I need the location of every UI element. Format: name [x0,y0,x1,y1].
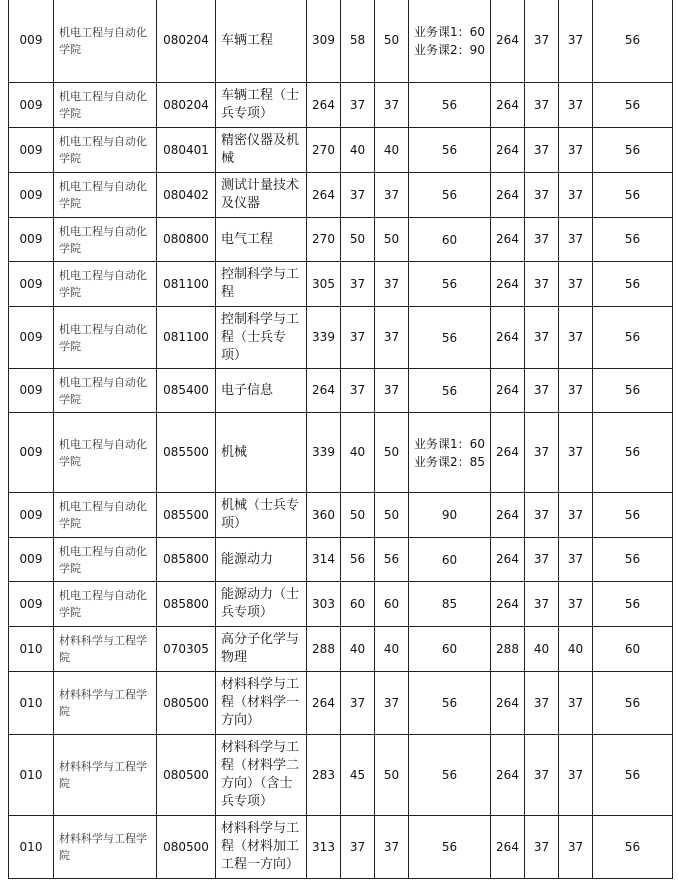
total-score-cell: 264 [307,173,341,218]
foreign-language-score-cell: 50 [375,493,409,538]
foreign-language-score-cell: 37 [375,369,409,413]
special-politics-cell: 37 [525,493,559,538]
total-score-cell: 303 [307,582,341,627]
foreign-language-score-cell: 37 [375,83,409,128]
dept-code-cell: 010 [9,672,54,735]
special-language-cell: 37 [559,538,593,582]
special-business-cell: 56 [593,0,673,83]
table-row [9,735,673,816]
total-score-cell: 288 [307,627,341,672]
special-politics-cell: 37 [525,413,559,493]
special-business-cell: 56 [593,816,673,879]
major-name-cell: 高分子化学与物理 [216,627,307,672]
special-total-cell: 264 [491,816,525,879]
foreign-language-score-cell: 50 [375,218,409,262]
special-politics-cell: 37 [525,83,559,128]
major-code-cell: 080401 [157,128,216,173]
total-score-cell: 314 [307,538,341,582]
foreign-language-score-cell: 60 [375,582,409,627]
special-business-cell: 56 [593,493,673,538]
special-business-cell: 56 [593,128,673,173]
dept-code-cell: 009 [9,0,54,83]
major-code-cell: 081100 [157,262,216,307]
special-politics-cell: 37 [525,128,559,173]
politics-score-cell: 60 [341,582,375,627]
table-row [9,369,673,413]
special-politics-cell: 37 [525,538,559,582]
politics-score-cell: 45 [341,735,375,816]
special-language-cell: 37 [559,262,593,307]
special-politics-cell: 37 [525,582,559,627]
politics-score-cell: 56 [341,538,375,582]
foreign-language-score-cell: 50 [375,0,409,83]
special-business-cell: 56 [593,582,673,627]
business-course-score-cell: 56 [409,672,491,735]
special-language-cell: 37 [559,735,593,816]
special-total-cell: 264 [491,218,525,262]
special-language-cell: 37 [559,83,593,128]
foreign-language-score-cell: 50 [375,413,409,493]
dept-name-cell: 材料科学与工程学院 [54,627,157,672]
business-course-score-cell: 60 [409,627,491,672]
special-total-cell: 264 [491,413,525,493]
business-course-score-cell: 业务课1：60 业务课2：85 [409,413,491,493]
major-name-cell: 车辆工程 [216,0,307,83]
total-score-cell: 264 [307,83,341,128]
special-language-cell: 40 [559,627,593,672]
politics-score-cell: 37 [341,369,375,413]
foreign-language-score-cell: 37 [375,173,409,218]
special-politics-cell: 37 [525,262,559,307]
dept-name-cell: 机电工程与自动化学院 [54,582,157,627]
dept-code-cell: 009 [9,173,54,218]
table-row [9,128,673,173]
foreign-language-score-cell: 37 [375,672,409,735]
business-course-score-cell: 56 [409,735,491,816]
major-code-cell: 085500 [157,413,216,493]
special-total-cell: 264 [491,0,525,83]
special-business-cell: 56 [593,538,673,582]
special-total-cell: 264 [491,735,525,816]
total-score-cell: 270 [307,218,341,262]
special-politics-cell: 37 [525,0,559,83]
major-code-cell: 070305 [157,627,216,672]
special-total-cell: 264 [491,173,525,218]
foreign-language-score-cell: 50 [375,735,409,816]
score-table [8,0,673,879]
table-row [9,218,673,262]
special-business-cell: 56 [593,413,673,493]
special-language-cell: 37 [559,173,593,218]
special-politics-cell: 37 [525,672,559,735]
major-code-cell: 080402 [157,173,216,218]
dept-code-cell: 010 [9,816,54,879]
special-business-cell: 56 [593,83,673,128]
business-course-score-cell: 业务课1：60 业务课2：90 [409,0,491,83]
special-total-cell: 264 [491,582,525,627]
special-language-cell: 37 [559,128,593,173]
major-name-cell: 机械 [216,413,307,493]
major-code-cell: 080500 [157,816,216,879]
dept-name-cell: 机电工程与自动化学院 [54,218,157,262]
special-total-cell: 264 [491,262,525,307]
table-row [9,262,673,307]
foreign-language-score-cell: 56 [375,538,409,582]
major-code-cell: 080800 [157,218,216,262]
major-name-cell: 控制科学与工程（士兵专项） [216,307,307,369]
dept-code-cell: 009 [9,307,54,369]
dept-code-cell: 009 [9,538,54,582]
special-business-cell: 56 [593,369,673,413]
special-total-cell: 264 [491,128,525,173]
table-row [9,538,673,582]
business-course-score-cell: 90 [409,493,491,538]
business-course-score-cell: 56 [409,369,491,413]
dept-code-cell: 009 [9,128,54,173]
major-name-cell: 车辆工程（士兵专项） [216,83,307,128]
major-code-cell: 085800 [157,538,216,582]
business-course-score-cell: 56 [409,262,491,307]
politics-score-cell: 50 [341,493,375,538]
total-score-cell: 309 [307,0,341,83]
foreign-language-score-cell: 37 [375,307,409,369]
total-score-cell: 339 [307,307,341,369]
dept-name-cell: 机电工程与自动化学院 [54,173,157,218]
special-language-cell: 37 [559,0,593,83]
table-row [9,0,673,83]
table-row [9,672,673,735]
business-course-score-cell: 56 [409,816,491,879]
politics-score-cell: 37 [341,83,375,128]
dept-code-cell: 009 [9,582,54,627]
special-business-cell: 60 [593,627,673,672]
special-language-cell: 37 [559,672,593,735]
business-course-score-cell: 56 [409,128,491,173]
dept-code-cell: 009 [9,262,54,307]
major-code-cell: 085400 [157,369,216,413]
special-business-cell: 56 [593,218,673,262]
special-language-cell: 37 [559,582,593,627]
special-politics-cell: 37 [525,307,559,369]
politics-score-cell: 37 [341,173,375,218]
table-row [9,307,673,369]
special-total-cell: 264 [491,672,525,735]
special-total-cell: 264 [491,83,525,128]
politics-score-cell: 50 [341,218,375,262]
dept-name-cell: 材料科学与工程学院 [54,735,157,816]
major-name-cell: 机械（士兵专项） [216,493,307,538]
foreign-language-score-cell: 37 [375,262,409,307]
politics-score-cell: 40 [341,413,375,493]
major-name-cell: 电子信息 [216,369,307,413]
major-name-cell: 材料科学与工程（材料学二方向）（含士兵专项） [216,735,307,816]
dept-name-cell: 机电工程与自动化学院 [54,493,157,538]
politics-score-cell: 40 [341,128,375,173]
special-politics-cell: 37 [525,173,559,218]
total-score-cell: 360 [307,493,341,538]
table-row [9,582,673,627]
total-score-cell: 264 [307,672,341,735]
special-language-cell: 37 [559,816,593,879]
dept-name-cell: 机电工程与自动化学院 [54,307,157,369]
major-name-cell: 精密仪器及机械 [216,128,307,173]
special-total-cell: 288 [491,627,525,672]
special-politics-cell: 37 [525,735,559,816]
major-code-cell: 085500 [157,493,216,538]
dept-name-cell: 材料科学与工程学院 [54,672,157,735]
business-course-score-cell: 85 [409,582,491,627]
special-politics-cell: 37 [525,369,559,413]
total-score-cell: 264 [307,369,341,413]
table-body [9,0,673,879]
table-row [9,413,673,493]
major-name-cell: 材料科学与工程（材料学一方向） [216,672,307,735]
dept-name-cell: 机电工程与自动化学院 [54,538,157,582]
politics-score-cell: 37 [341,672,375,735]
dept-code-cell: 009 [9,369,54,413]
business-course-score-cell: 60 [409,538,491,582]
dept-code-cell: 009 [9,413,54,493]
special-politics-cell: 37 [525,218,559,262]
politics-score-cell: 37 [341,307,375,369]
politics-score-cell: 37 [341,262,375,307]
special-total-cell: 264 [491,369,525,413]
special-language-cell: 37 [559,493,593,538]
dept-code-cell: 010 [9,735,54,816]
foreign-language-score-cell: 40 [375,627,409,672]
table-row [9,173,673,218]
dept-code-cell: 009 [9,218,54,262]
special-language-cell: 37 [559,369,593,413]
special-business-cell: 56 [593,735,673,816]
table-row [9,816,673,879]
total-score-cell: 270 [307,128,341,173]
total-score-cell: 305 [307,262,341,307]
major-name-cell: 材料科学与工程（材料加工工程一方向） [216,816,307,879]
total-score-cell: 313 [307,816,341,879]
major-code-cell: 085800 [157,582,216,627]
major-name-cell: 控制科学与工程 [216,262,307,307]
major-name-cell: 能源动力 [216,538,307,582]
major-name-cell: 电气工程 [216,218,307,262]
politics-score-cell: 37 [341,816,375,879]
dept-name-cell: 机电工程与自动化学院 [54,413,157,493]
dept-code-cell: 010 [9,627,54,672]
dept-code-cell: 009 [9,83,54,128]
special-business-cell: 56 [593,173,673,218]
major-code-cell: 080204 [157,83,216,128]
dept-name-cell: 机电工程与自动化学院 [54,0,157,83]
table-row [9,83,673,128]
special-language-cell: 37 [559,413,593,493]
major-code-cell: 080204 [157,0,216,83]
table-row [9,493,673,538]
special-business-cell: 56 [593,307,673,369]
dept-name-cell: 机电工程与自动化学院 [54,369,157,413]
major-name-cell: 能源动力（士兵专项） [216,582,307,627]
major-code-cell: 080500 [157,735,216,816]
dept-name-cell: 材料科学与工程学院 [54,816,157,879]
total-score-cell: 283 [307,735,341,816]
special-politics-cell: 37 [525,816,559,879]
table-row [9,627,673,672]
business-course-score-cell: 56 [409,173,491,218]
major-code-cell: 080500 [157,672,216,735]
major-name-cell: 测试计量技术及仪器 [216,173,307,218]
special-total-cell: 264 [491,493,525,538]
special-language-cell: 37 [559,218,593,262]
dept-name-cell: 机电工程与自动化学院 [54,83,157,128]
politics-score-cell: 40 [341,627,375,672]
special-total-cell: 264 [491,307,525,369]
business-course-score-cell: 60 [409,218,491,262]
dept-name-cell: 机电工程与自动化学院 [54,128,157,173]
special-politics-cell: 40 [525,627,559,672]
dept-code-cell: 009 [9,493,54,538]
foreign-language-score-cell: 40 [375,128,409,173]
politics-score-cell: 58 [341,0,375,83]
major-code-cell: 081100 [157,307,216,369]
special-business-cell: 56 [593,672,673,735]
dept-name-cell: 机电工程与自动化学院 [54,262,157,307]
business-course-score-cell: 56 [409,83,491,128]
special-language-cell: 37 [559,307,593,369]
foreign-language-score-cell: 37 [375,816,409,879]
special-business-cell: 56 [593,262,673,307]
business-course-score-cell: 56 [409,307,491,369]
total-score-cell: 339 [307,413,341,493]
special-total-cell: 264 [491,538,525,582]
